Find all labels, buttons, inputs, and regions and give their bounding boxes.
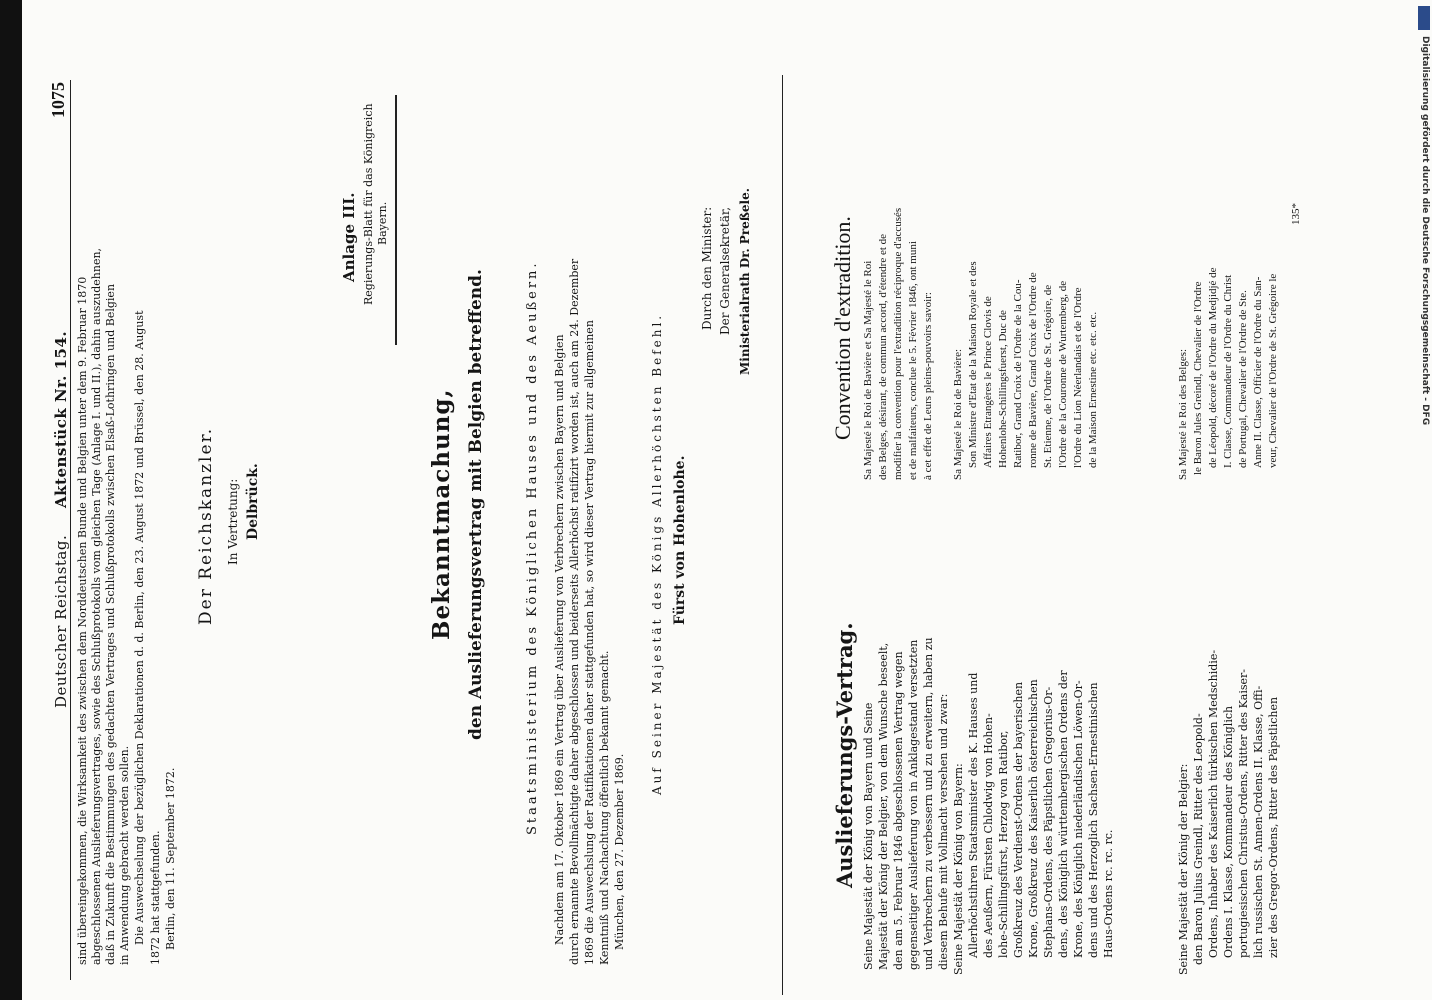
convention-line-6: Sa Majesté le Roi de Bavière: (952, 348, 964, 480)
minister-line-1: Durch den Minister: (700, 206, 714, 330)
anlage-sub2: Bayern. (376, 201, 389, 245)
convention-line-7: Son Ministre d'Etat de la Maison Royale et des (967, 261, 979, 468)
vertrag-line-12: Krone, Großkreuz des Kaiserlich österreichischen (1027, 679, 1040, 958)
convention-line-15: de la Maison Ernestine etc. etc. etc. (1087, 311, 1099, 468)
vertrag-line-6: diesem Behufe mit Vollmacht versehen und zwar: (937, 693, 950, 970)
convention-line-20: de Portugal, Chevalier de l'Ordre de Ste. (1237, 290, 1249, 468)
convention-line-17: le Baron Jules Greindl, Chevalier de l'Ordre (1192, 281, 1204, 475)
dfg-logo (1418, 6, 1430, 30)
vertrag-line-21: Ordens I. Klasse, Kommandeur des Königlich (1222, 705, 1235, 958)
vertrag-line-19: den Baron Julius Greindl, Ritter des Leopold- (1192, 713, 1205, 965)
minister-line-3: Ministerialrath Dr. Preßele. (738, 188, 752, 375)
vertrag-line-24: zier des Gregor-Ordens, Ritter des Päpstlichen (1267, 696, 1280, 958)
convention-line-3: modifier la convention pour l'extradition réciproque d'accusés (892, 207, 904, 480)
convention-line-21: Anne II. Classe, Officier de l'Ordre du San- (1252, 276, 1264, 468)
vertrag-line-23: lich russischen St. Annen-Ordens II. Klasse, Offi- (1252, 685, 1265, 958)
header-rule (70, 80, 71, 980)
signature-mark: 135* (1290, 203, 1302, 225)
bekanntmachung-line-2: durch ernannte Bevollmächtigte daher abgeschlossen und beiderseits Allerhöchst ratifizirt worden ist, auch am 24. Dezember (568, 258, 581, 965)
bekanntmachung-line-4: Kenntniß und Nachachtung öffentlich bekannt gemacht. (598, 650, 611, 965)
intro-line-6: 1872 hat stattgefunden. (149, 830, 162, 965)
bekanntmachung-title: Bekanntmachung, (428, 388, 455, 640)
reichskanzler-title: Der Reichskanzler. (196, 426, 216, 625)
vertrag-line-4: gegenseitiger Auslieferung von in Anklagestand versetzten (907, 639, 920, 970)
vertrag-line-18: Seine Majestät der König der Belgier: (1177, 763, 1190, 975)
bekanntmachung-date: München, den 27. Dezember 1869. (613, 753, 626, 950)
hohenlohe-signature: Fürst von Hohenlohe. (672, 455, 688, 625)
convention-line-10: Ratibor, Grand Croix de l'Ordre de la Cou- (1012, 279, 1024, 468)
convention-title: Convention d'extradition. (830, 216, 855, 440)
page-number: 1075 (48, 82, 68, 118)
convention-line-12: St. Etienne, de l'Ordre de St. Grégoire, de (1042, 284, 1054, 468)
vertrag-line-7: Seine Majestät der König von Bayern: (952, 763, 965, 975)
convention-line-14: l'Ordre du Lion Néerlandais et de l'Ordre (1072, 287, 1084, 468)
vertrag-line-8: Allerhöchstihren Staatsminister des K. Hauses und (967, 672, 980, 958)
vertrag-line-1: Seine Majestät der König von Bayern und Seine (862, 702, 875, 970)
header-center: Aktenstück Nr. 154. (52, 330, 70, 508)
bekanntmachung-subtitle: den Auslieferungsvertrag mit Belgien betreffend. (466, 269, 486, 740)
befehl-line: Auf Seiner Majestät des Königs Allerhöchsten Befehl. (650, 312, 664, 795)
scan-border (0, 0, 22, 1000)
convention-line-4: et de malfaiteurs, conclue le 5. Février 1846, ont muni (907, 241, 919, 480)
convention-line-16: Sa Majesté le Roi des Belges: (1177, 348, 1189, 480)
vertrag-line-20: Ordens, Inhaber des Kaiserlich türkischen Medschidie- (1207, 649, 1220, 958)
intro-line-3: daß in Zukunft die Bestimmungen des gedachten Vertrages und Schlußprotokolls zwischen Elsaß-Lothringen und Belgien (104, 283, 117, 965)
convention-line-5: à cet effet de Leurs pleins-pouvoirs savoir: (922, 292, 934, 480)
vertrag-line-3: den am 5. Februar 1846 abgeschlossenen Vertrag wegen (892, 651, 905, 970)
vertrag-line-5: und Verbrechern zu verbessern und zu erweitern, haben zu (922, 637, 935, 970)
convention-line-22: veur, Chevalier de l'Ordre de St. Grégoire le (1267, 273, 1279, 468)
intro-line-5: Die Auswechselung der bezüglichen Deklarationen d. d. Berlin, den 23. August 1872 und Brüssel, den 28. August (133, 310, 146, 945)
header-left: Deutscher Reichstag. (52, 534, 70, 708)
reichskanzler-name: Delbrück. (245, 463, 261, 540)
convention-line-1: Sa Majesté le Roi de Bavière et Sa Majesté le Roi (862, 260, 874, 480)
vertrag-line-22: portugiesischen Christus-Ordens, Ritter des Kaiser- (1237, 668, 1250, 958)
intro-line-4: in Anwendung gebracht werden sollen. (118, 745, 131, 965)
intro-date: Berlin, den 11. September 1872. (164, 767, 177, 950)
bekanntmachung-line-1: Nachdem am 17. Oktober 1869 ein Vertrag über Auslieferung von Verbrechern zwischen Bayern und Belgien (553, 334, 566, 945)
vertrag-line-13: Stephans-Ordens, des Päpstlichen Gregorius-Or- (1042, 686, 1055, 958)
intro-line-2: abgeschlossenen Auslieferungsvertrages, sowie des Schlußprotokolls vom gleichen Tage (Anlage I. und II.), dahin auszudehnen, (90, 247, 103, 965)
intro-line-1: sind übereingekommen, die Wirksamkeit des zwischen dem Norddeutschen Bunde und Belgien unter dem 9. Februar 1870 (76, 276, 89, 965)
convention-line-13: l'Ordre de la Couronne de Wurtemberg, de (1057, 280, 1069, 468)
vertrag-line-14: dens, des Königlich württembergischen Ordens der (1057, 670, 1070, 958)
vertrag-line-10: lohe-Schillingsfürst, Herzog von Ratibor, (997, 730, 1010, 958)
vertrag-title: Auslieferungs-Vertrag. (832, 622, 857, 888)
convention-line-9: Hohenlohe-Schillingsfuerst, Duc de (997, 310, 1009, 468)
dfg-note: Digitalisierung gefördert durch die Deutsche Forschungsgemeinschaft - DFG (1420, 36, 1430, 426)
convention-line-18: de Léopold, décoré de l'Ordre du Medjidjé de (1207, 267, 1219, 468)
column-divider (782, 75, 783, 995)
convention-line-19: I. Classe, Commandeur de l'Ordre du Christ (1222, 274, 1234, 468)
minister-line-2: Der Generalsekretär, (718, 206, 732, 335)
vertrag-line-17: Haus-Ordens rc. rc. rc. (1102, 829, 1115, 958)
convention-line-11: ronne de Bavière, Grand Croix de l'Ordre de (1027, 272, 1039, 468)
ministry-heading: Staatsministerium des Königlichen Hauses und des Aeußern. (525, 260, 540, 835)
bekanntmachung-line-3: 1869 die Auswechslung der Ratifikationen daher stattgefunden hat, so wird dieser Vertrag hiermit zur allgemeinen (583, 320, 596, 965)
anlage-title: Anlage III. (340, 192, 358, 282)
anlage-brace (395, 95, 397, 345)
convention-line-2: des Belges, désirant, de commun accord, d'étendre et de (877, 233, 889, 480)
vertrag-line-16: dens und des Herzoglich Sachsen-Ernestinischen (1087, 682, 1100, 958)
anlage-sub1: Regierungs-Blatt für das Königreich (362, 103, 375, 305)
reichskanzler-sub: In Vertretung: (226, 478, 240, 565)
vertrag-line-11: Großkreuz des Verdienst-Ordens der bayerischen (1012, 681, 1025, 958)
convention-line-8: Affaires Etrangères le Prince Clovis de (982, 296, 994, 468)
vertrag-line-2: Majestät der König der Belgier, von dem Wunsche beseelt, (877, 642, 890, 970)
vertrag-line-15: Krone, des Königlich niederländischen Löwen-Or- (1072, 680, 1085, 958)
vertrag-line-9: des Aeußern, Fürsten Chlodwig von Hohen- (982, 713, 995, 958)
